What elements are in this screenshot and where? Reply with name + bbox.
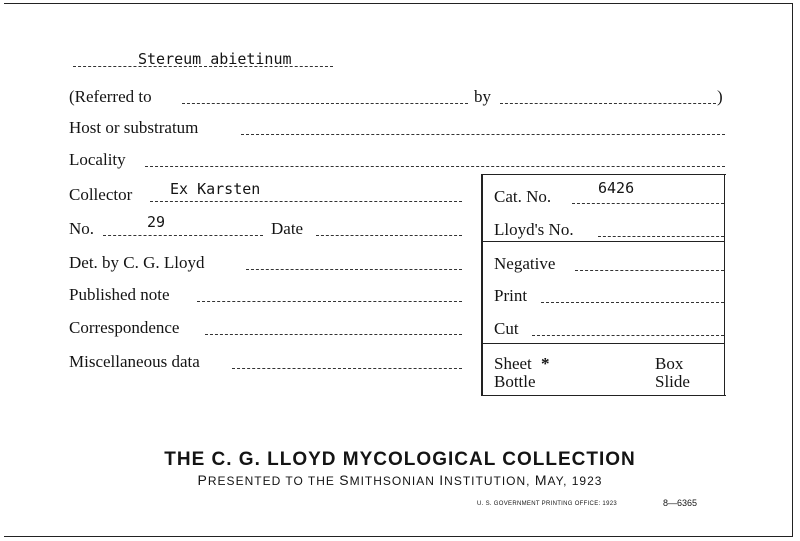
locality-line xyxy=(145,166,725,167)
det-line xyxy=(246,269,462,270)
printing-office-note: U. S. GOVERNMENT PRINTING OFFICE: 1923 xyxy=(477,501,617,507)
sheet-mark: * xyxy=(541,354,550,373)
no-value: 29 xyxy=(147,213,166,231)
misc-label: Miscellaneous data xyxy=(69,352,200,371)
host-line xyxy=(241,134,725,135)
cat-value: 6426 xyxy=(598,179,635,197)
subtitle-p: P xyxy=(197,472,208,488)
collector-value: Ex Karsten xyxy=(170,180,261,198)
box-bottom-border xyxy=(481,395,726,396)
specimen-name: Stereum abietinum xyxy=(138,50,292,68)
sheet-label: Sheet xyxy=(494,354,532,373)
slide-label: Slide xyxy=(655,372,690,391)
box-left-border xyxy=(481,174,483,395)
subtitle-m-rest: AY, 1923 xyxy=(547,474,603,488)
collector-line xyxy=(150,201,462,202)
negative-line xyxy=(575,270,724,271)
collector-label: Collector xyxy=(69,185,133,204)
published-label: Published note xyxy=(69,285,170,304)
referred-to-line xyxy=(182,103,468,104)
lloyds-divider xyxy=(481,241,724,242)
lloyds-line xyxy=(598,236,724,237)
by-label: by xyxy=(474,87,491,106)
det-label: Det. by C. G. Lloyd xyxy=(69,253,205,272)
print-line xyxy=(541,302,724,303)
box-top-border xyxy=(481,174,726,175)
box-right-border xyxy=(724,174,725,395)
bottle-label: Bottle xyxy=(494,372,536,391)
box-label: Box xyxy=(655,354,684,373)
cut-divider xyxy=(481,343,724,344)
published-line xyxy=(197,301,462,302)
cut-label: Cut xyxy=(494,319,519,338)
subtitle-m: M xyxy=(534,472,548,488)
subtitle-s-rest: MITHSONIAN xyxy=(349,474,440,488)
locality-label: Locality xyxy=(69,150,126,169)
no-line xyxy=(103,235,263,236)
subtitle-i: I xyxy=(439,472,445,488)
host-label: Host or substratum xyxy=(69,118,199,137)
form-code: 8—6365 xyxy=(663,498,698,508)
print-label: Print xyxy=(494,286,528,305)
close-paren: ) xyxy=(717,87,723,106)
no-label: No. xyxy=(69,219,95,238)
cat-line xyxy=(572,203,724,204)
correspondence-label: Correspondence xyxy=(69,318,180,337)
referred-to-label: (Referred to xyxy=(69,87,152,106)
cat-label: Cat. No. xyxy=(494,187,552,206)
correspondence-line xyxy=(205,334,462,335)
subtitle-i-rest: NSTITUTION, xyxy=(444,474,535,488)
cut-line xyxy=(532,335,724,336)
by-line xyxy=(500,103,716,104)
collection-subtitle xyxy=(0,472,800,488)
lloyds-label: Lloyd's No. xyxy=(494,220,574,239)
misc-line xyxy=(232,368,462,369)
date-label: Date xyxy=(271,219,304,238)
collection-title: THE C. G. LLOYD MYCOLOGICAL COLLECTION xyxy=(164,449,636,470)
date-line xyxy=(316,235,462,236)
subtitle-p-rest: RESENTED TO THE xyxy=(207,474,340,488)
negative-label: Negative xyxy=(494,254,556,273)
subtitle-s: S xyxy=(339,472,350,488)
